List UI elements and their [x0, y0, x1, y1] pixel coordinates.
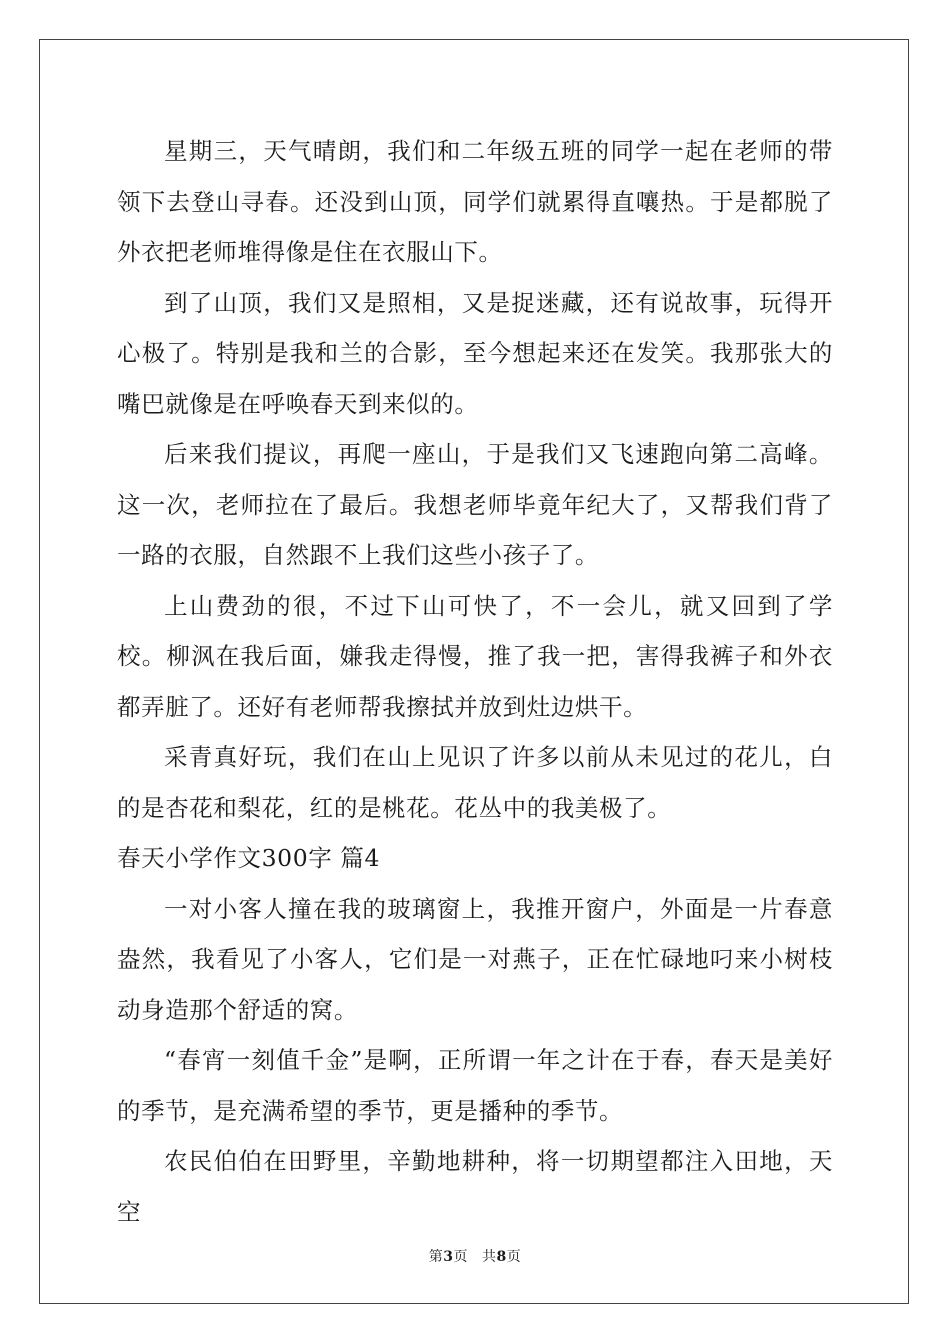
paragraph: 星期三，天气晴朗，我们和二年级五班的同学一起在老师的带领下去登山寻春。还没到山顶，同学们就累得直嚷热。于是都脱了外衣把老师堆得像是住在衣服山下。 [117, 137, 833, 266]
paragraph: 采青真好玩，我们在山上见识了许多以前从未见过的花儿，白的是杏花和梨花，红的是桃花。花丛中的我美极了。 [117, 743, 833, 822]
section-heading: 春天小学作文300字 篇4 [117, 844, 381, 872]
paragraph: 到了山顶，我们又是照相，又是捉迷藏，还有说故事，玩得开心极了。特别是我和兰的合影，至今想起来还在发笑。我那张大的嘴巴就像是在呼唤春天到来似的。 [117, 288, 833, 418]
page-total: 8 [496, 1249, 507, 1265]
paragraph: 农民伯伯在田野里，辛勤地耕种，将一切期望都注入田地，天空 [117, 1147, 833, 1226]
paragraph: 上山费劲的很，不过下山可快了，不一会儿，就又回到了学校。柳沨在我后面，嫌我走得慢，推了我一把，害得我裤子和外衣都弄脏了。还好有老师帮我擦拭并放到灶边烘干。 [117, 591, 833, 721]
page-current: 3 [443, 1249, 454, 1265]
total-prefix: 共 [482, 1249, 497, 1265]
page-footer [0, 1246, 950, 1266]
paragraph: 一对小客人撞在我的玻璃窗上，我推开窗户，外面是一片春意盎然，我看见了小客人，它们是一对燕子，正在忙碌地叼来小树枝动身造那个舒适的窝。 [117, 894, 833, 1024]
total-suffix: 页 [506, 1249, 522, 1265]
paragraph: 后来我们提议，再爬一座山，于是我们又飞速跑向第二高峰。这一次，老师拉在了最后。我想老师毕竟年纪大了，又帮我们背了一路的衣服，自然跟不上我们这些小孩子了。 [117, 440, 833, 569]
page-suffix: 页 [453, 1249, 468, 1265]
paragraph: “春宵一刻值千金”是啊，正所谓一年之计在于春，春天是美好的季节，是充满希望的季节，更是播种的季节。 [117, 1046, 833, 1125]
document-body [117, 126, 833, 1237]
page-prefix: 第 [428, 1249, 444, 1265]
